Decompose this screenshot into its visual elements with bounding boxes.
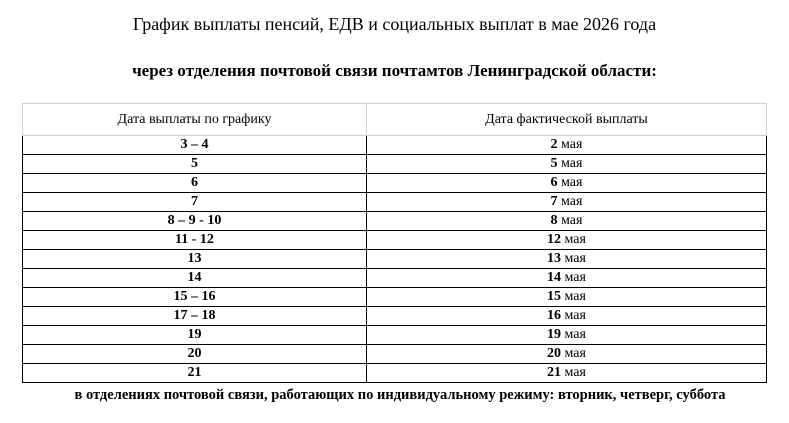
payment-schedule-table xyxy=(22,103,767,383)
scheduled-date-cell: 17 – 18 xyxy=(23,307,367,326)
actual-day: 14 xyxy=(547,270,562,285)
scheduled-date-cell: 20 xyxy=(23,345,367,364)
actual-date-cell xyxy=(367,174,767,193)
page-title: График выплаты пенсий, ЕДВ и социальных выплат в мае 2026 года xyxy=(132,14,657,34)
actual-date-cell xyxy=(367,136,767,155)
scheduled-date-cell: 8 – 9 - 10 xyxy=(23,212,367,231)
actual-month: мая xyxy=(564,289,586,304)
actual-date-cell xyxy=(367,326,767,345)
actual-date-cell xyxy=(367,231,767,250)
table-row xyxy=(23,155,767,174)
actual-day: 12 xyxy=(547,232,562,247)
column-header-actual-date: Дата фактической выплаты xyxy=(367,104,767,136)
actual-date-cell xyxy=(367,307,767,326)
table-row xyxy=(23,193,767,212)
actual-day: 6 xyxy=(550,175,558,190)
table-header-row xyxy=(23,104,767,136)
scheduled-date-cell: 14 xyxy=(23,269,367,288)
scheduled-date-cell: 6 xyxy=(23,174,367,193)
actual-date-cell xyxy=(367,155,767,174)
scheduled-date-cell: 19 xyxy=(23,326,367,345)
actual-month: мая xyxy=(564,308,586,323)
actual-day: 19 xyxy=(547,327,562,342)
scheduled-date-cell: 7 xyxy=(23,193,367,212)
actual-month: мая xyxy=(564,270,586,285)
actual-day: 16 xyxy=(547,308,562,323)
table-row xyxy=(23,307,767,326)
table-row xyxy=(23,231,767,250)
page-subtitle: через отделения почтовой связи почтамтов Ленинградской области: xyxy=(132,61,657,80)
actual-month: мая xyxy=(561,137,583,152)
table-row xyxy=(23,212,767,231)
actual-month: мая xyxy=(564,327,586,342)
actual-month: мая xyxy=(564,365,586,380)
table-body xyxy=(23,136,767,383)
table-row xyxy=(23,326,767,345)
scheduled-date-cell: 15 – 16 xyxy=(23,288,367,307)
table-row xyxy=(23,345,767,364)
actual-day: 15 xyxy=(547,289,562,304)
column-header-scheduled-date: Дата выплаты по графику xyxy=(23,104,367,136)
table-row xyxy=(23,174,767,193)
actual-month: мая xyxy=(561,194,583,209)
actual-day: 7 xyxy=(550,194,558,209)
table-row xyxy=(23,250,767,269)
actual-day: 20 xyxy=(547,346,562,361)
actual-date-cell xyxy=(367,269,767,288)
table-row xyxy=(23,269,767,288)
actual-date-cell xyxy=(367,288,767,307)
table-row xyxy=(23,136,767,155)
scheduled-date-cell: 11 - 12 xyxy=(23,231,367,250)
table-row xyxy=(23,288,767,307)
actual-month: мая xyxy=(564,232,586,247)
table-row xyxy=(23,364,767,383)
actual-month: мая xyxy=(561,175,583,190)
actual-date-cell xyxy=(367,193,767,212)
actual-month: мая xyxy=(561,156,583,171)
actual-date-cell xyxy=(367,364,767,383)
scheduled-date-cell: 5 xyxy=(23,155,367,174)
scheduled-date-cell: 3 – 4 xyxy=(23,136,367,155)
actual-date-cell xyxy=(367,250,767,269)
actual-date-cell xyxy=(367,212,767,231)
scheduled-date-cell: 13 xyxy=(23,250,367,269)
actual-month: мая xyxy=(564,251,586,266)
actual-day: 8 xyxy=(550,213,558,228)
actual-date-cell xyxy=(367,345,767,364)
actual-month: мая xyxy=(564,346,586,361)
actual-day: 2 xyxy=(550,137,558,152)
actual-month: мая xyxy=(561,213,583,228)
footer-note: в отделениях почтовой связи, работающих по индивидуальному режиму: вторник, четверг, суббота xyxy=(74,387,726,403)
actual-day: 5 xyxy=(550,156,558,171)
scheduled-date-cell: 21 xyxy=(23,364,367,383)
actual-day: 21 xyxy=(547,365,562,380)
actual-day: 13 xyxy=(547,251,562,266)
